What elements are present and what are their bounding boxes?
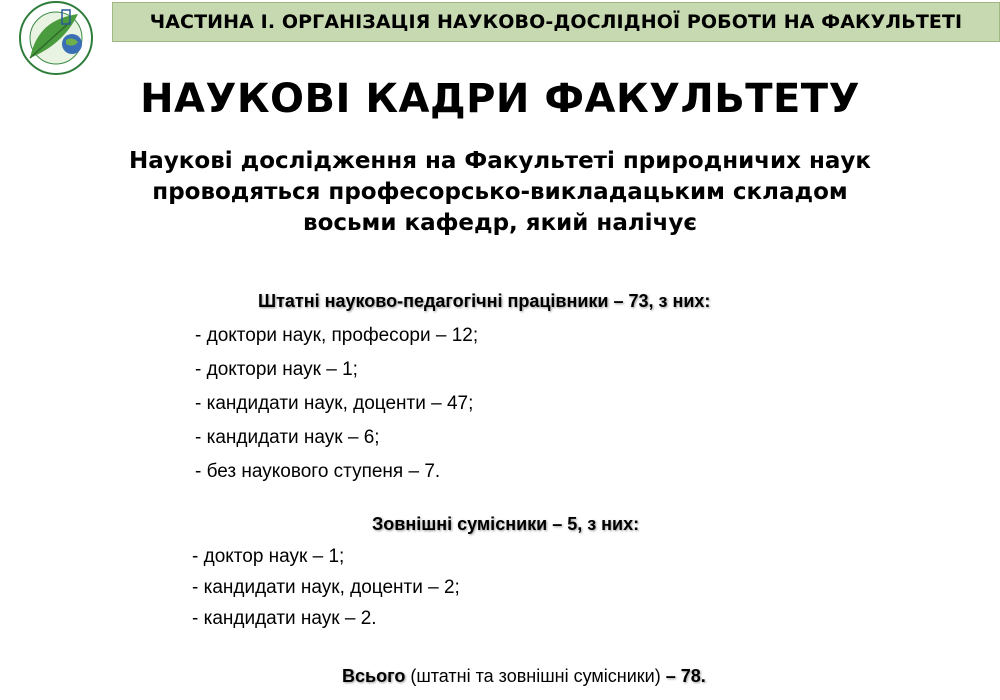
faculty-logo (0, 0, 108, 82)
external-list (192, 546, 460, 639)
external-heading: Зовнішні сумісники – 5, з них: (372, 514, 640, 534)
list-item: - доктор наук – 1; (192, 546, 345, 567)
staff-list (195, 325, 478, 495)
section-header-bar (112, 2, 1000, 42)
list-item: - кандидати наук, доценти – 2; (192, 577, 460, 598)
total-line (342, 666, 706, 687)
list-item: - доктори наук – 1; (195, 359, 358, 380)
total-value: – 78. (665, 666, 706, 686)
list-item: - кандидати наук – 2. (192, 608, 377, 629)
staff-heading: Штатні науково-педагогічні працівники – 73, з них: (258, 291, 711, 311)
list-item: - без наукового ступеня – 7. (195, 461, 441, 482)
subtitle-line: Наукові дослідження на Факультеті природничих наук (129, 148, 871, 174)
subtitle-line: проводяться професорсько-викладацьким складом (152, 179, 848, 205)
section-header-text: ЧАСТИНА І. ОРГАНІЗАЦІЯ НАУКОВО-ДОСЛІДНОЇ РОБОТИ НА ФАКУЛЬТЕТІ (149, 11, 963, 33)
total-label: Всього (342, 666, 406, 686)
list-item: - доктори наук, професори – 12; (195, 325, 479, 346)
total-note: (штатні та зовнішні сумісники) (405, 666, 666, 686)
list-item: - кандидати наук – 6; (195, 427, 380, 448)
subtitle (100, 146, 900, 239)
subtitle-line: восьми кафедр, який налічує (303, 210, 697, 236)
page-title: НАУКОВІ КАДРИ ФАКУЛЬТЕТУ (140, 76, 860, 122)
list-item: - кандидати наук, доценти – 47; (195, 393, 474, 414)
